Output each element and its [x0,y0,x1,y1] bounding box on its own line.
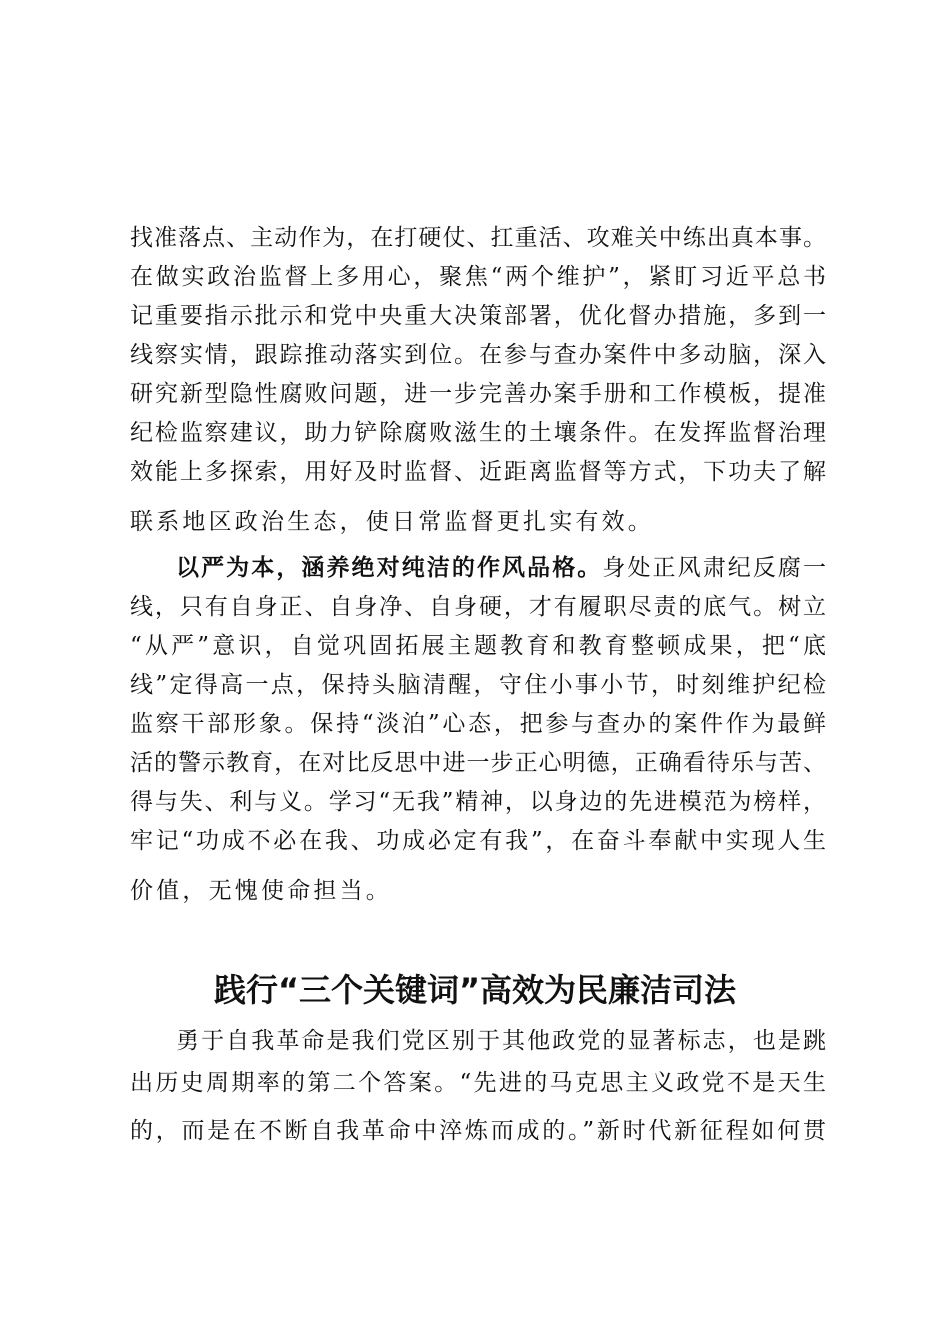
text-line: “从严”意识，自觉巩固拓展主题教育和教育整顿成果，把“底 [130,633,826,659]
text-line: 研究新型隐性腐败问题，进一步完善办案手册和工作模板，提准 [130,381,826,407]
text-line: 价值，无愧使命担当。 [130,878,392,904]
text-line: 监察干部形象。保持“淡泊”心态，把参与查办的案件作为最鲜 [130,711,826,737]
text-line: 活的警示教育，在对比反思中进一步正心明德，正确看待乐与苦、 [130,750,826,776]
text-line-first [176,553,826,583]
text-line: 得与失、利与义。学习“无我”精神，以身边的先进模范为榜样， [130,789,826,815]
text-line: 联系地区政治生态，使日常监督更扎实有效。 [130,509,654,535]
text-line: 线察实情，跟踪推动落实到位。在参与查办案件中多动脑，深入 [130,342,826,368]
text-line: 记重要指示批示和党中央重大决策部署，优化督办措施，多到一 [130,303,826,329]
text-line: 线”定得高一点，保持头脑清醒，守住小事小节，时刻维护纪检 [130,672,826,698]
text-line: 的，而是在不断自我革命中淬炼而成的。”新时代新征程如何贯 [130,1118,826,1144]
text-line: 找准落点、主动作为，在打硬仗、扛重活、攻难关中练出真本事。 [130,225,826,251]
text-line: 在做实政治监督上多用心，聚焦“两个维护”，紧盯习近平总书 [130,264,826,290]
text-line: 线，只有自身正、自身净、自身硬，才有履职尽责的底气。树立 [130,594,826,620]
text-line: 牢记“功成不必在我、功成必定有我”，在奋斗奉献中实现人生 [130,828,826,854]
text-line: 勇于自我革命是我们党区别于其他政党的显著标志，也是跳 [176,1028,826,1054]
section-heading: 践行“三个关键词”高效为民廉洁司法 [213,971,737,1009]
text-line: 纪检监察建议，助力铲除腐败滋生的土壤条件。在发挥监督治理 [130,420,826,446]
bold-lead: 以严为本，涵养绝对纯洁的作风品格。 [176,554,603,581]
text-line: 出历史周期率的第二个答案。“先进的马克思主义政党不是天生 [130,1070,826,1096]
text-line: 效能上多探索，用好及时监督、近距离监督等方式，下功夫了解 [130,459,826,485]
lead-rest: 身处正风肃纪反腐一 [602,555,827,581]
